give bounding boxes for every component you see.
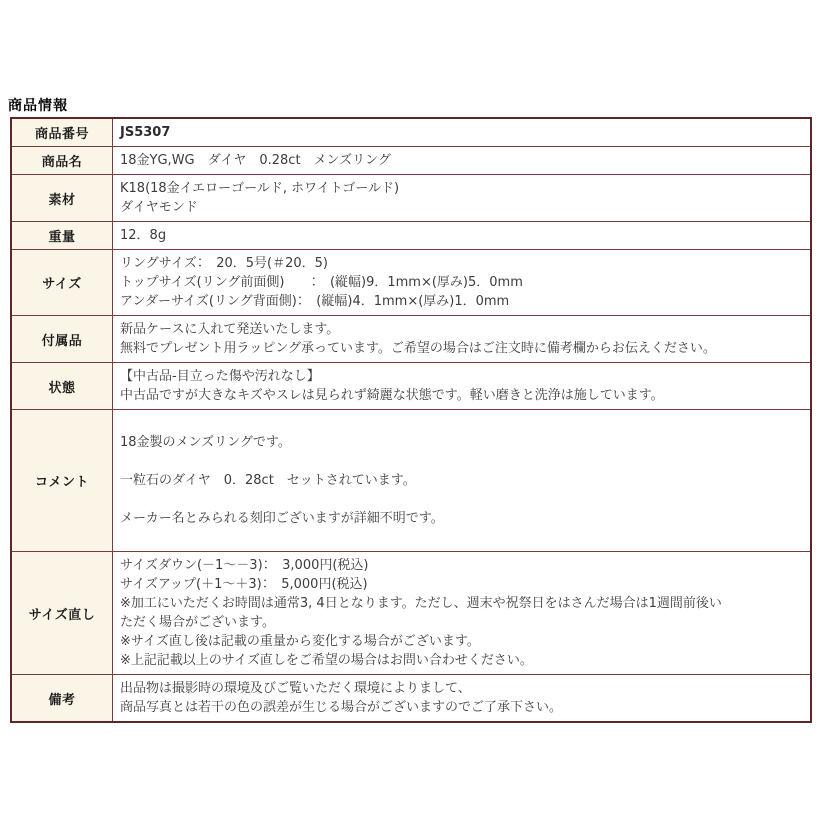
row-label: コメント [11, 410, 113, 552]
value-line: ダイヤモンド [120, 200, 198, 215]
row-label: 付属品 [11, 316, 113, 363]
value-line: 一粒石のダイヤ 0．28ct セットされています。 [120, 473, 416, 488]
row-value [113, 147, 812, 175]
page-title: 商品情報 [8, 98, 68, 114]
value-line: メーカー名とみられる刻印ございますが詳細不明です。 [120, 511, 444, 526]
value-line: 12．8g [120, 228, 167, 243]
table-row [11, 250, 811, 316]
value-line: 新品ケースに入れて発送いたします。 [120, 322, 340, 337]
row-value [113, 250, 812, 316]
row-value [113, 552, 812, 675]
table-row [11, 118, 811, 147]
value-line [120, 414, 802, 433]
value-line [120, 452, 802, 471]
table-row [11, 175, 811, 222]
value-line: サイズアップ(＋1～＋3)： 5,000円(税込) [120, 577, 368, 592]
row-label: サイズ直し [11, 552, 113, 675]
row-label: 状態 [11, 363, 113, 410]
value-line: アンダーサイズ(リング背面側)： (縦幅)4．1mm×(厚み)1．0mm [120, 294, 510, 309]
table-row [11, 552, 811, 675]
value-line: 18金YG,WG ダイヤ 0.28ct メンズリング [120, 153, 391, 168]
row-label: 素材 [11, 175, 113, 222]
product-info-table [10, 117, 812, 723]
product-info-table-body [11, 118, 811, 722]
row-label: サイズ [11, 250, 113, 316]
value-line: リングサイズ： 20．5号(＃20．5) [120, 256, 328, 271]
row-label: 商品番号 [11, 118, 113, 147]
value-line: トップサイズ(リング前面側) ： (縦幅)9．1mm×(厚み)5．0mm [120, 275, 523, 290]
table-row [11, 316, 811, 363]
table-row [11, 147, 811, 175]
table-row [11, 363, 811, 410]
row-value [113, 222, 812, 250]
row-label: 備考 [11, 675, 113, 723]
value-line [120, 490, 802, 509]
value-line [120, 528, 802, 547]
value-line: K18(18金イエローゴールド, ホワイトゴールド) [120, 181, 400, 196]
row-value [113, 410, 812, 552]
value-line: JS5307 [120, 125, 171, 140]
row-value [113, 363, 812, 410]
row-value [113, 118, 812, 147]
value-line: 18金製のメンズリングです。 [120, 435, 291, 450]
row-value [113, 316, 812, 363]
value-line: ※サイズ直し後は記載の重量から変化する場合がございます。 [120, 634, 480, 649]
table-row [11, 410, 811, 552]
value-line: 出品物は撮影時の環境及びご覧いただく環境によりまして、 [120, 681, 471, 696]
row-value [113, 175, 812, 222]
row-label: 商品名 [11, 147, 113, 175]
value-line: ※加工にいただくお時間は通常3, 4日となります。ただし、週末や祝祭日をはさんだ場合は1週間前後い [120, 596, 722, 611]
value-line: 無料でプレゼント用ラッピング承っています。ご希望の場合はご注文時に備考欄からお伝えください。 [120, 341, 716, 356]
value-line: ただく場合がございます。 [120, 615, 275, 630]
table-row [11, 675, 811, 723]
row-label: 重量 [11, 222, 113, 250]
table-row [11, 222, 811, 250]
value-line: ※上記記載以上のサイズ直しをご希望の場合はお問い合わせください。 [120, 653, 533, 668]
value-line: 中古品ですが大きなキズやスレは見られず綺麗な状態です。軽い磨きと洗浄は施しています。 [120, 388, 664, 403]
value-line: 商品写真とは若干の色の誤差が生じる場合がございますのでご了承下さい。 [120, 700, 563, 715]
row-value [113, 675, 812, 723]
value-line: 【中古品-目立った傷や汚れなし】 [120, 369, 320, 384]
value-line: サイズダウン(－1～－3)： 3,000円(税込) [120, 558, 369, 573]
